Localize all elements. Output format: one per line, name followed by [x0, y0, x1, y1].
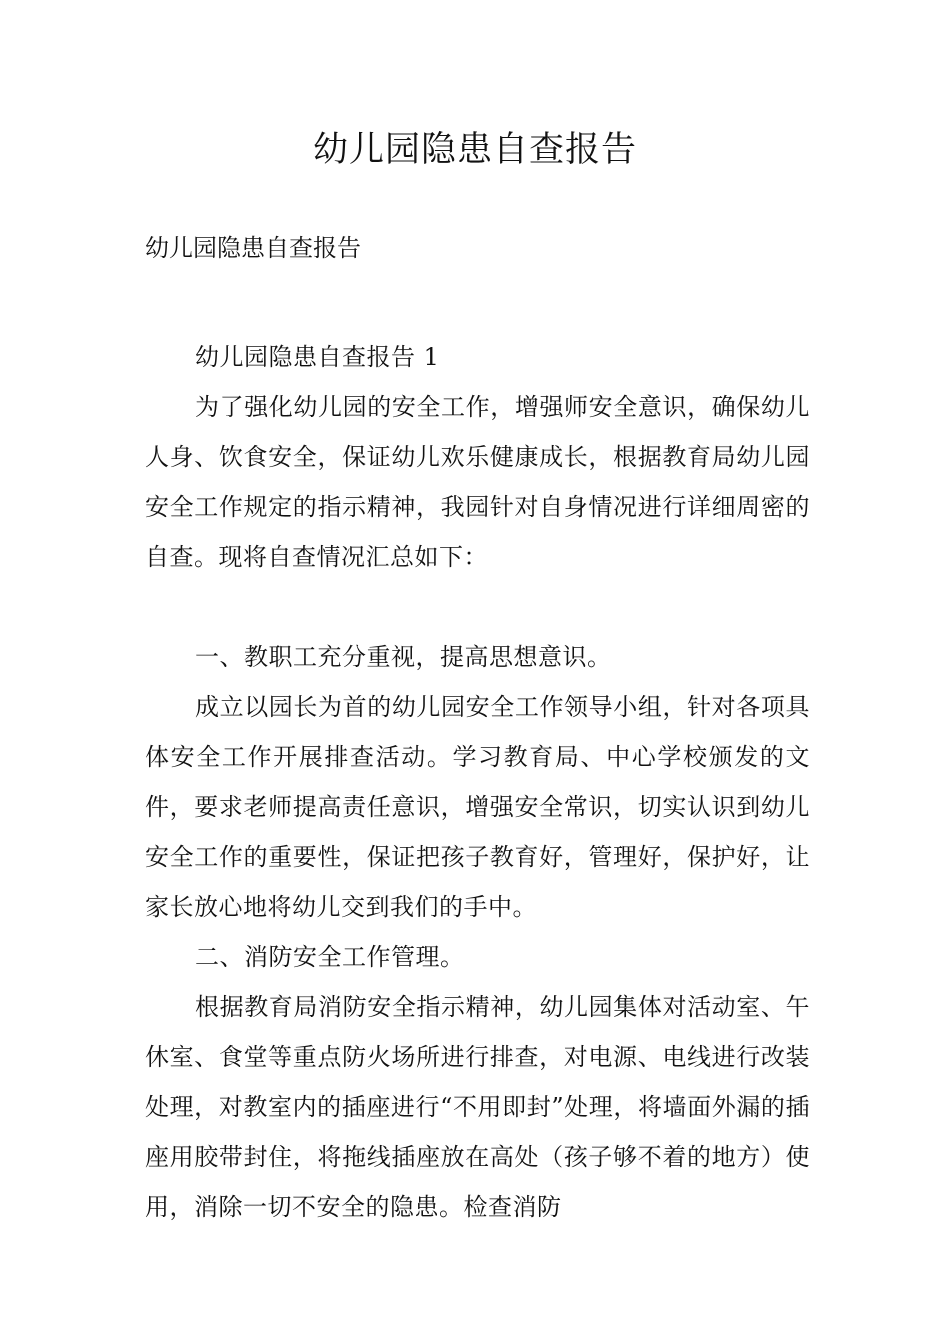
document-subtitle: 幼儿园隐患自查报告 — [145, 234, 361, 262]
document-body — [145, 332, 810, 1232]
section-heading-2: 二、消防安全工作管理。 — [195, 943, 465, 971]
intro-paragraph: 为了强化幼儿园的安全工作，增强师安全意识，确保幼儿人身、饮食安全，保证幼儿欢乐健康成长，根据教育局幼儿园安全工作规定的指示精神，我园针对自身情况进行详细周密的自查。现将自查情况汇总如下： — [145, 393, 810, 571]
section-paragraph-1: 成立以园长为首的幼儿园安全工作领导小组，针对各项具体安全工作开展排查活动。学习教育局、中心学校颁发的文件，要求老师提高责任意识，增强安全常识，切实认识到幼儿安全工作的重要性，保证把孩子教育好，管理好，保护好，让家长放心地将幼儿交到我们的手中。 — [145, 693, 810, 921]
document-title: 幼儿园隐患自查报告 — [312, 130, 637, 170]
section-paragraph-2: 根据教育局消防安全指示精神，幼儿园集体对活动室、午休室、食堂等重点防火场所进行排查，对电源、电线进行改装处理，对教室内的插座进行“不用即封”处理，将墙面外漏的插座用胶带封住，将拖线插座放在高处（孩子够不着的地方）使用，消除一切不安全的隐患。检查消防 — [145, 993, 810, 1221]
section-heading-1: 一、教职工充分重视，提高思想意识。 — [195, 643, 612, 671]
report-heading: 幼儿园隐患自查报告 1 — [195, 343, 440, 371]
